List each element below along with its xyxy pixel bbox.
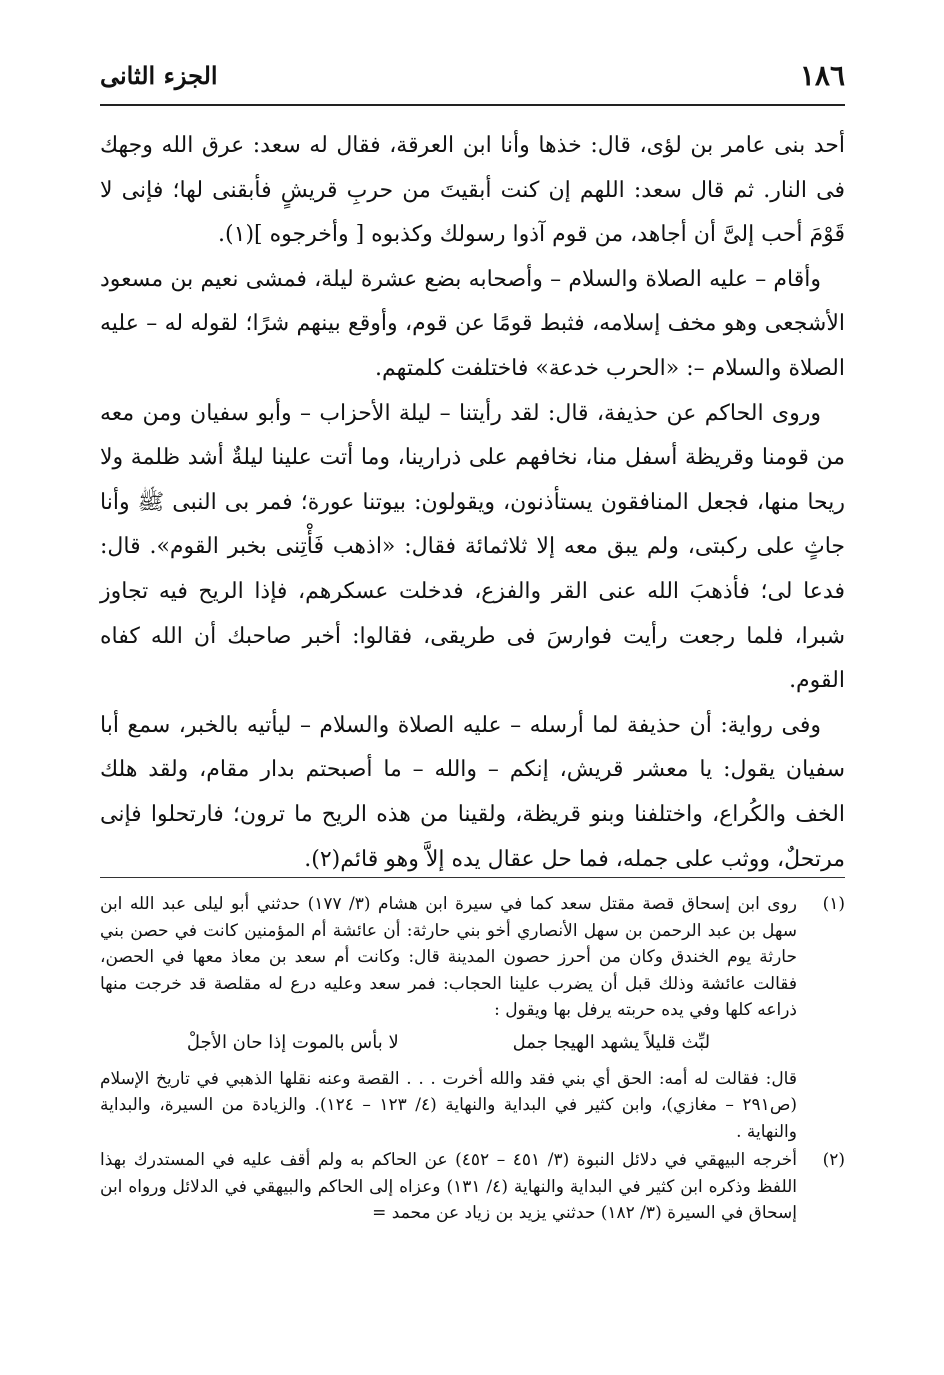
footnote-number: (١) [822,894,845,914]
footnote-text: روى ابن إسحاق قصة مقتل سعد كما في سيرة ابن هشام (٣/ ١٧٧) حدثني أبو ليلى عبد الله ابن سهل بن عبد الرحمن بن سهل الأنصاري أخو بني حارثة: أن عائشة أم المؤمنين كانت في حصن بني حارثة يوم الخندق وكان من أحرز حصون المدينة قال: وكانت أم سعد بن معاذ معها في الحصن، فقالت عائشة وذلك قبل أن يضرب علينا الحجاب: فمر سعد وعليه درع له مقلصة قد خرجت منها ذراعه كلها وفي يده حربته يرفل بها ويقول : [100,894,797,1020]
footnote-number: (٢) [822,1150,845,1170]
header-rule [100,104,845,106]
page-number: ١٨٦ [799,59,845,92]
main-text [100,124,845,882]
paragraph: أحد بنى عامر بن لؤى، قال: خذها وأنا ابن العرقة، فقال له سعد: عرق الله وجهك فى النار. ثم قال سعد: اللهم إن كنت أبقيتَ من حربِ قريشٍ فأبقنى لها؛ فإنى لا قَوْمَ أحب إلىَّ أن أجاهد، من قوم آذوا رسولك وكذبوه [ وأخرجوه ](١). [100,133,845,248]
verse-hemistich-first: لبِّث قليلاً يشهد الهيجا جمل [512,1031,711,1053]
footnote-text: أخرجه البيهقي في دلائل النبوة (٣/ ٤٥١ – ٤٥٢) عن الحاكم به ولم أقف عليه في المستدرك بهذا اللفظ وذكره ابن كثير في البداية والنهاية (٤/ ١٣١) وعزاه إلى الحاكم والبيهقي في الدلائل ورواه ابن إسحاق في السيرة (٣/ ١٨٢) حدثني يزيد بن زياد عن محمد = [100,1150,797,1223]
footnote-rule [100,877,845,878]
running-title: الجزء الثانى [100,61,218,90]
verse-hemistich-second: لا بأس بالموت إذا حان الأجلْ [186,1031,399,1053]
paragraph: وفى رواية: أن حذيفة لما أرسله – عليه الصلاة والسلام – ليأتيه بالخبر، سمع أبا سفيان يقول: يا معشر قريش، إنكم – والله – ما أصبحتم بدار مقام، ولقد هلك الخف والكُراع، واختلفنا وبنو قريظة، ولقينا من هذه الريح ما ترون؛ فارتحلوا فإنى مرتحلٌ، ووثب على جمله، فما حل عقال يده إلاَّ وهو قائم(٢). [100,712,845,872]
paragraph: وأقام – عليه الصلاة والسلام – وأصحابه بضع عشرة ليلة، فمشى نعيم بن مسعود الأشجعى وهو مخف إسلامه، فثبط قومًا عن قوم، وأوقع بينهم شرًا؛ لقوله له – عليه الصلاة والسلام –: «الحرب خدعة» فاختلفت كلمتهم. [100,266,845,381]
footnotes [100,891,845,1227]
footnote-1 [100,891,845,1145]
paragraph: وروى الحاكم عن حذيفة، قال: لقد رأيتنا – ليلة الأحزاب – وأبو سفيان ومن معه من قومنا وقريظة أسفل منا، نخافهم على ذرارينا، وما أتت علينا ليلةٌ أشد ظلمة ولا ريحا منها، فجعل المنافقون يستأذنون، ويقولون: بيوتنا عورة؛ فمر بى النبى ﷺ وأنا جاثٍ على ركبتى، ولم يبق معه إلا ثلاثمائة فقال: «اذهب فَأْتِنى بخبر القوم». قال: فدعا لى؛ فأذهبَ الله عنى القر والفزع، فدخلت عسكرهم، فإذا الريح فيه تجاوز شبرا، فلما رجعت رأيت فوارسَ فى طريقى، فقالوا: أخبر صاحبك أن الله كفاه القوم. [100,400,845,694]
poem-verse [100,1024,797,1062]
page-header [100,56,845,100]
footnote-continuation: قال: فقالت له أمه: الحق أي بني فقد والله أخرت . . . القصة وعنه نقلها الذهبي في تاريخ الإسلام (ص٢٩١ – مغازي)، وابن كثير في البداية والنهاية (٤/ ١٢٣ – ١٢٤). والزيادة من السيرة، والبداية والنهاية . [100,1068,797,1142]
footnote-2 [100,1147,845,1227]
